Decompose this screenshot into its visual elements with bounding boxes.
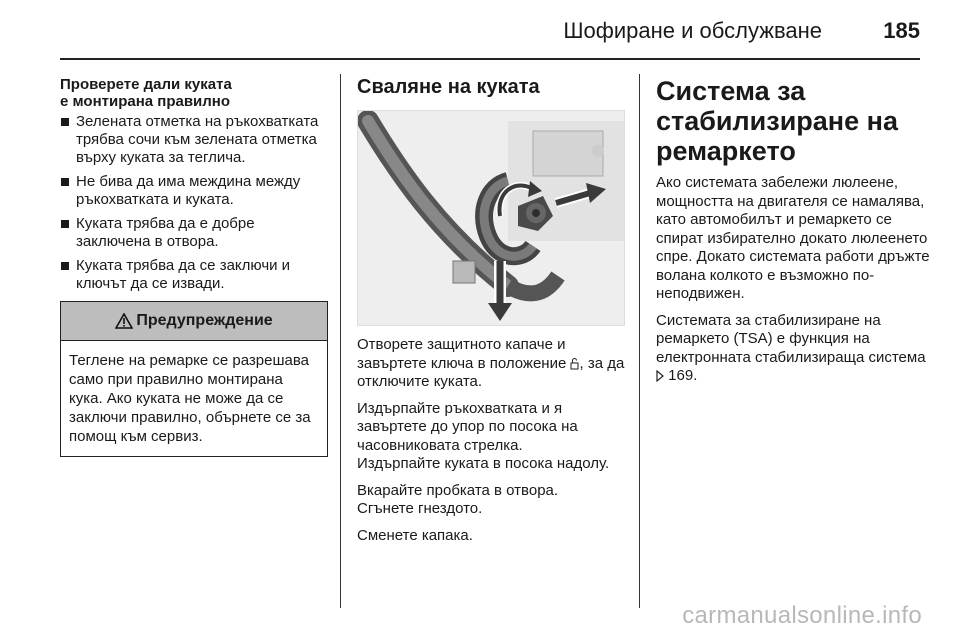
- bullet-icon: [61, 118, 69, 126]
- section-heading: Система за стабилизиране на ремаркето: [656, 76, 898, 166]
- instruction-paragraph: Вкарайте пробката в отвора.: [357, 481, 559, 499]
- instruction-paragraph: Сменете капака.: [357, 526, 473, 544]
- column-divider: [639, 74, 640, 608]
- list-item: [60, 173, 328, 209]
- instruction-paragraph: Издърпайте куката в посока надолу.: [357, 455, 610, 472]
- body-paragraph: Ако системата забележи люлеене, мощността на двигателя се намалява, като автомобилът и ремаркето се спират избирателно докато люлеенето спре. Докато системата работи дръжте волана колкото е възможно по-неподвижен.: [656, 174, 930, 302]
- page-number: 185: [883, 18, 920, 43]
- column-left: [60, 76, 328, 457]
- list-item: [60, 113, 328, 167]
- column-middle: [357, 76, 629, 553]
- warning-title: Предупреждение: [136, 312, 273, 329]
- page-reference: 169.: [668, 367, 698, 384]
- body-paragraph: [656, 312, 934, 386]
- list-item-text: Куката трябва да се заключи и ключът да се извади.: [76, 257, 291, 292]
- check-hook-subheading: [60, 76, 328, 110]
- subheading-line: Проверете дали куката: [60, 76, 232, 93]
- page-reference-arrow-icon: [656, 370, 664, 382]
- bullet-icon: [61, 220, 69, 228]
- list-item-text: Не бива да има междина между ръкохватката и куката.: [76, 173, 301, 208]
- instruction-text: Отворете защитното капаче и завъртете ключа в положение: [357, 336, 571, 372]
- chapter-title: Шофиране и обслужване: [563, 18, 822, 43]
- check-list: [60, 113, 328, 293]
- instruction-paragraph: Издърпайте ръкохватката и я завъртете до упор по посока на часовниковата стрелка.: [357, 399, 578, 454]
- list-item: [60, 215, 328, 251]
- watermark: carmanualsonline.info: [682, 602, 922, 629]
- tow-hook-illustration: [358, 111, 624, 325]
- list-item-text: Зелената отметка на ръкохватката трябва сочи към зелената отметка върху куката за теглича.: [76, 113, 319, 166]
- bullet-icon: [61, 178, 69, 186]
- bullet-icon: [61, 262, 69, 270]
- instruction-paragraph: [357, 336, 629, 392]
- hook-removal-illustration: [357, 110, 625, 326]
- warning-text: Теглене на ремарке се разрешава само при правилно монтирана кука. Ако куката не може да се заключи правилно, обърнете се за помощ към сервиз.: [69, 352, 311, 445]
- warning-box: [60, 301, 328, 457]
- list-item: [60, 257, 328, 293]
- warning-header: [61, 302, 327, 341]
- column-divider: [340, 74, 341, 608]
- subheading-line: е монтирана правилно: [60, 93, 231, 110]
- column-right: [656, 76, 934, 394]
- page-header: [60, 16, 920, 56]
- instruction-paragraph: Сгънете гнездото.: [357, 500, 483, 517]
- warning-triangle-icon: [115, 313, 133, 329]
- section-heading: Сваляне на куката: [357, 76, 540, 98]
- header-rule: [60, 58, 920, 60]
- instruction-text: , за да отключите куката.: [357, 354, 625, 390]
- body-text: Системата за стабилизиране на ремаркето (TSA) е функция на електронната стабилизираща система: [656, 311, 926, 366]
- list-item-text: Куката трябва да е добре заключена в отвора.: [76, 215, 255, 250]
